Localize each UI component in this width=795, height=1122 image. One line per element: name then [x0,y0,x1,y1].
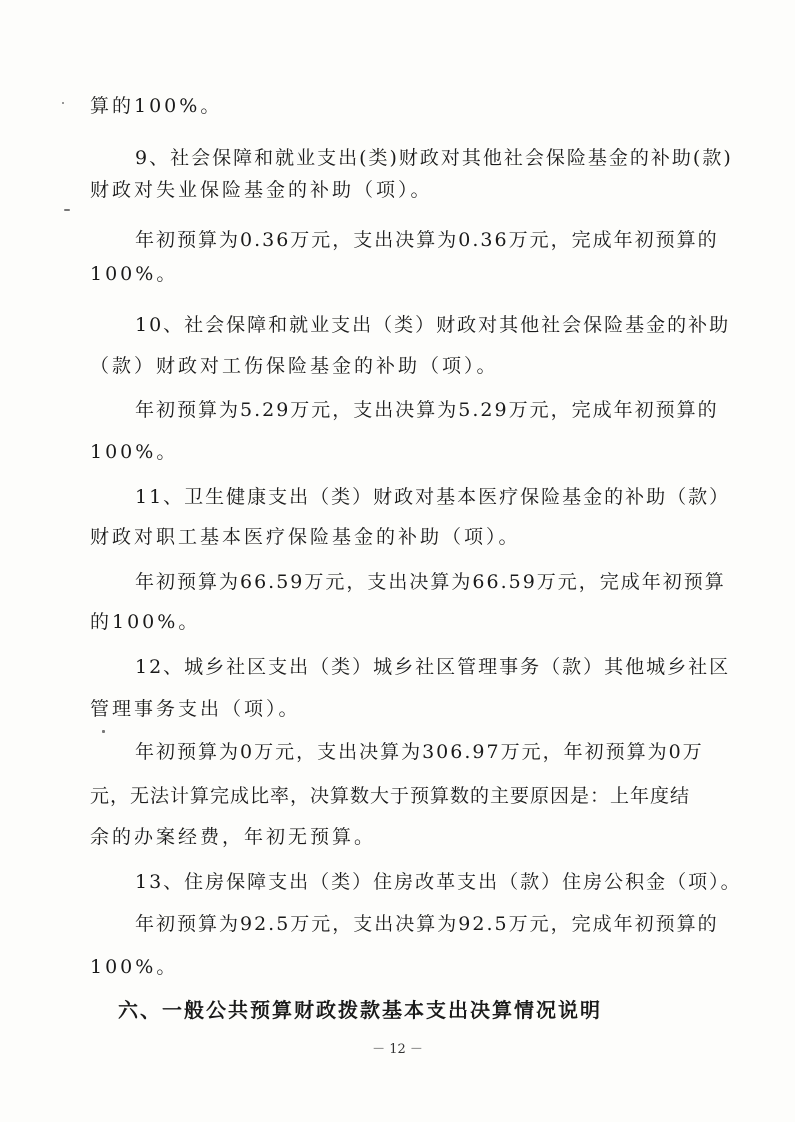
text-line: 13、住房保障支出（类）住房改革支出（款）住房公积金（项）。 [135,871,742,893]
text-line: 12、城乡社区支出（类）城乡社区管理事务（款）其他城乡社区 [135,656,731,678]
text-line: 10、社会保障和就业支出（类）财政对其他社会保险基金的补助 [135,314,731,336]
text-line: 年初预算为0.36万元，支出决算为0.36万元，完成年初预算的 [135,229,719,251]
text-line: （款）财政对工伤保险基金的补助（项）。 [90,355,499,377]
text-line: 管理事务支出（项）。 [90,698,301,720]
text-line: 的100%。 [90,611,201,633]
text-line: 财政对职工基本医疗保险基金的补助（项）。 [90,526,521,548]
text-line: 100%。 [90,263,179,285]
text-line: 年初预算为92.5万元，支出决算为92.5万元，完成年初预算的 [135,913,719,935]
text-line: 100%。 [90,441,179,463]
scan-speck [102,730,105,733]
text-line: 年初预算为0万元，支出决算为306.97万元，年初预算为0万 [135,741,704,763]
scan-speck [64,209,70,211]
page-number: － 12 － [372,1042,423,1057]
text-line: 财政对失业保险基金的补助（项）。 [90,179,433,201]
section-heading: 六、一般公共预算财政拨款基本支出决算情况说明 [118,998,602,1022]
text-line: 11、卫生健康支出（类）财政对基本医疗保险基金的补助（款） [135,486,731,508]
text-line: 元，无法计算完成比率，决算数大于预算数的主要原因是：上年度结 [90,785,691,807]
text-line: 算的100%。 [90,95,223,117]
text-line: 9、社会保障和就业支出(类)财政对其他社会保险基金的补助(款) [135,147,733,169]
text-line: 余的办案经费，年初无预算。 [90,826,377,848]
text-line: 100%。 [90,956,179,978]
text-line: 年初预算为66.59万元，支出决算为66.59万元，完成年初预算 [135,571,726,593]
text-line: 年初预算为5.29万元，支出决算为5.29万元，完成年初预算的 [135,399,719,421]
scan-speck [62,102,64,104]
